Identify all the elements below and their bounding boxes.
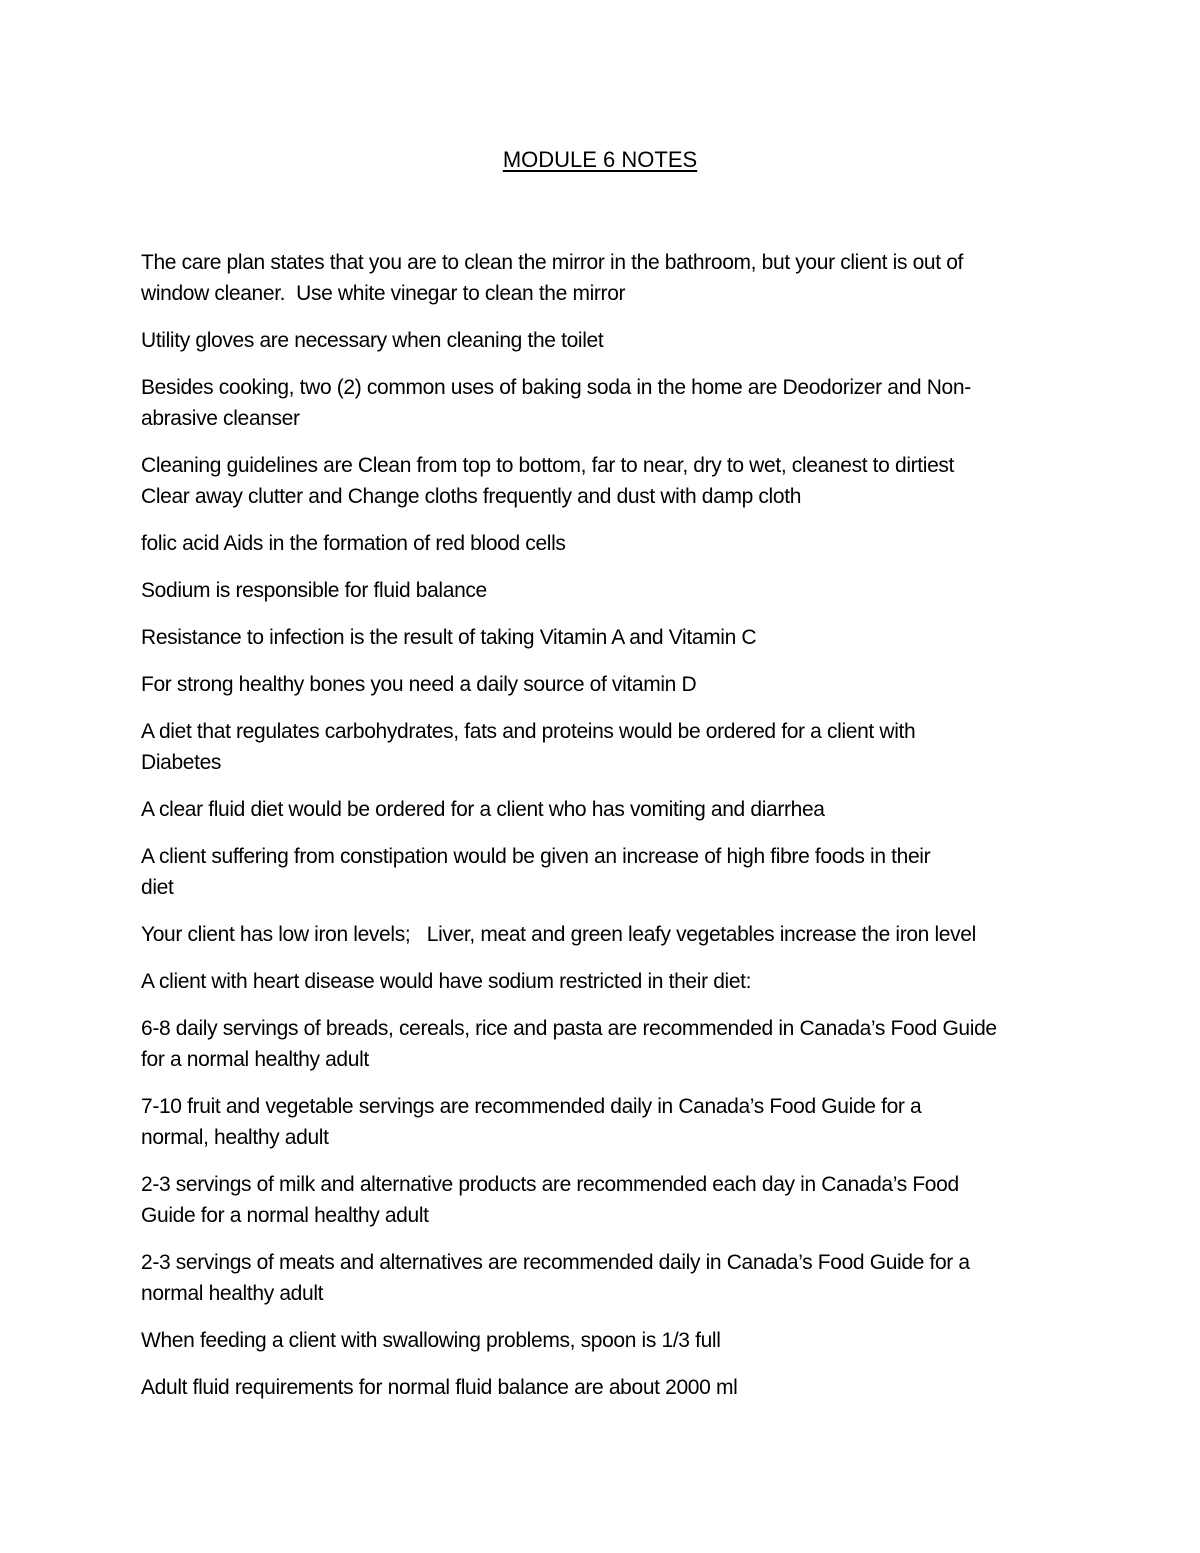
note-line: Your client has low iron levels; Liver, meat and green leafy vegetables increase the iron level	[141, 923, 976, 946]
note-paragraph	[141, 622, 1071, 653]
note-paragraph	[141, 247, 1071, 309]
note-line: 2-3 servings of meats and alternatives are recommended daily in Canada’s Food Guide for a	[141, 1251, 970, 1274]
notes-list	[141, 247, 1071, 1419]
note-paragraph	[141, 1325, 1071, 1356]
note-paragraph	[141, 325, 1071, 356]
note-line: Besides cooking, two (2) common uses of baking soda in the home are Deodorizer and Non-	[141, 376, 971, 399]
note-paragraph	[141, 669, 1071, 700]
note-paragraph	[141, 919, 1071, 950]
note-paragraph	[141, 1013, 1071, 1075]
note-line: Diabetes	[141, 751, 222, 774]
note-line: folic acid Aids in the formation of red blood cells	[141, 532, 566, 555]
note-paragraph	[141, 794, 1071, 825]
note-line: window cleaner. Use white vinegar to clean the mirror	[141, 282, 626, 305]
note-line: The care plan states that you are to clean the mirror in the bathroom, but your client is out of	[141, 251, 964, 274]
note-paragraph	[141, 1169, 1071, 1231]
note-line: A client suffering from constipation would be given an increase of high fibre foods in their	[141, 845, 931, 868]
note-line: Adult fluid requirements for normal fluid balance are about 2000 ml	[141, 1376, 738, 1399]
note-line: 7-10 fruit and vegetable servings are recommended daily in Canada’s Food Guide for a	[141, 1095, 922, 1118]
note-paragraph	[141, 575, 1071, 606]
note-paragraph	[141, 716, 1071, 778]
note-paragraph	[141, 528, 1071, 559]
note-line: A client with heart disease would have sodium restricted in their diet:	[141, 970, 752, 993]
note-line: for a normal healthy adult	[141, 1048, 369, 1071]
note-line: Guide for a normal healthy adult	[141, 1204, 429, 1227]
note-line: For strong healthy bones you need a daily source of vitamin D	[141, 673, 697, 696]
note-paragraph	[141, 1091, 1071, 1153]
note-line: 2-3 servings of milk and alternative products are recommended each day in Canada’s Food	[141, 1173, 959, 1196]
note-line: Utility gloves are necessary when cleaning the toilet	[141, 329, 604, 352]
note-paragraph	[141, 1247, 1071, 1309]
note-line: Clear away clutter and Change cloths frequently and dust with damp cloth	[141, 485, 802, 508]
note-line: A clear fluid diet would be ordered for a client who has vomiting and diarrhea	[141, 798, 825, 821]
note-paragraph	[141, 450, 1071, 512]
note-line: abrasive cleanser	[141, 407, 300, 430]
note-paragraph	[141, 966, 1071, 997]
note-paragraph	[141, 1372, 1071, 1403]
note-line: Sodium is responsible for fluid balance	[141, 579, 487, 602]
note-line: Resistance to infection is the result of taking Vitamin A and Vitamin C	[141, 626, 757, 649]
note-line: normal, healthy adult	[141, 1126, 329, 1149]
note-line: When feeding a client with swallowing problems, spoon is 1/3 full	[141, 1329, 721, 1352]
note-line: normal healthy adult	[141, 1282, 324, 1305]
note-line: A diet that regulates carbohydrates, fats and proteins would be ordered for a client with	[141, 720, 916, 743]
page-title: MODULE 6 NOTES	[502, 147, 698, 172]
note-line: diet	[141, 876, 174, 899]
note-line: Cleaning guidelines are Clean from top to bottom, far to near, dry to wet, cleanest to dirtiest	[141, 454, 955, 477]
note-line: 6-8 daily servings of breads, cereals, rice and pasta are recommended in Canada’s Food Guide	[141, 1017, 997, 1040]
note-paragraph	[141, 372, 1071, 434]
note-paragraph	[141, 841, 1071, 903]
